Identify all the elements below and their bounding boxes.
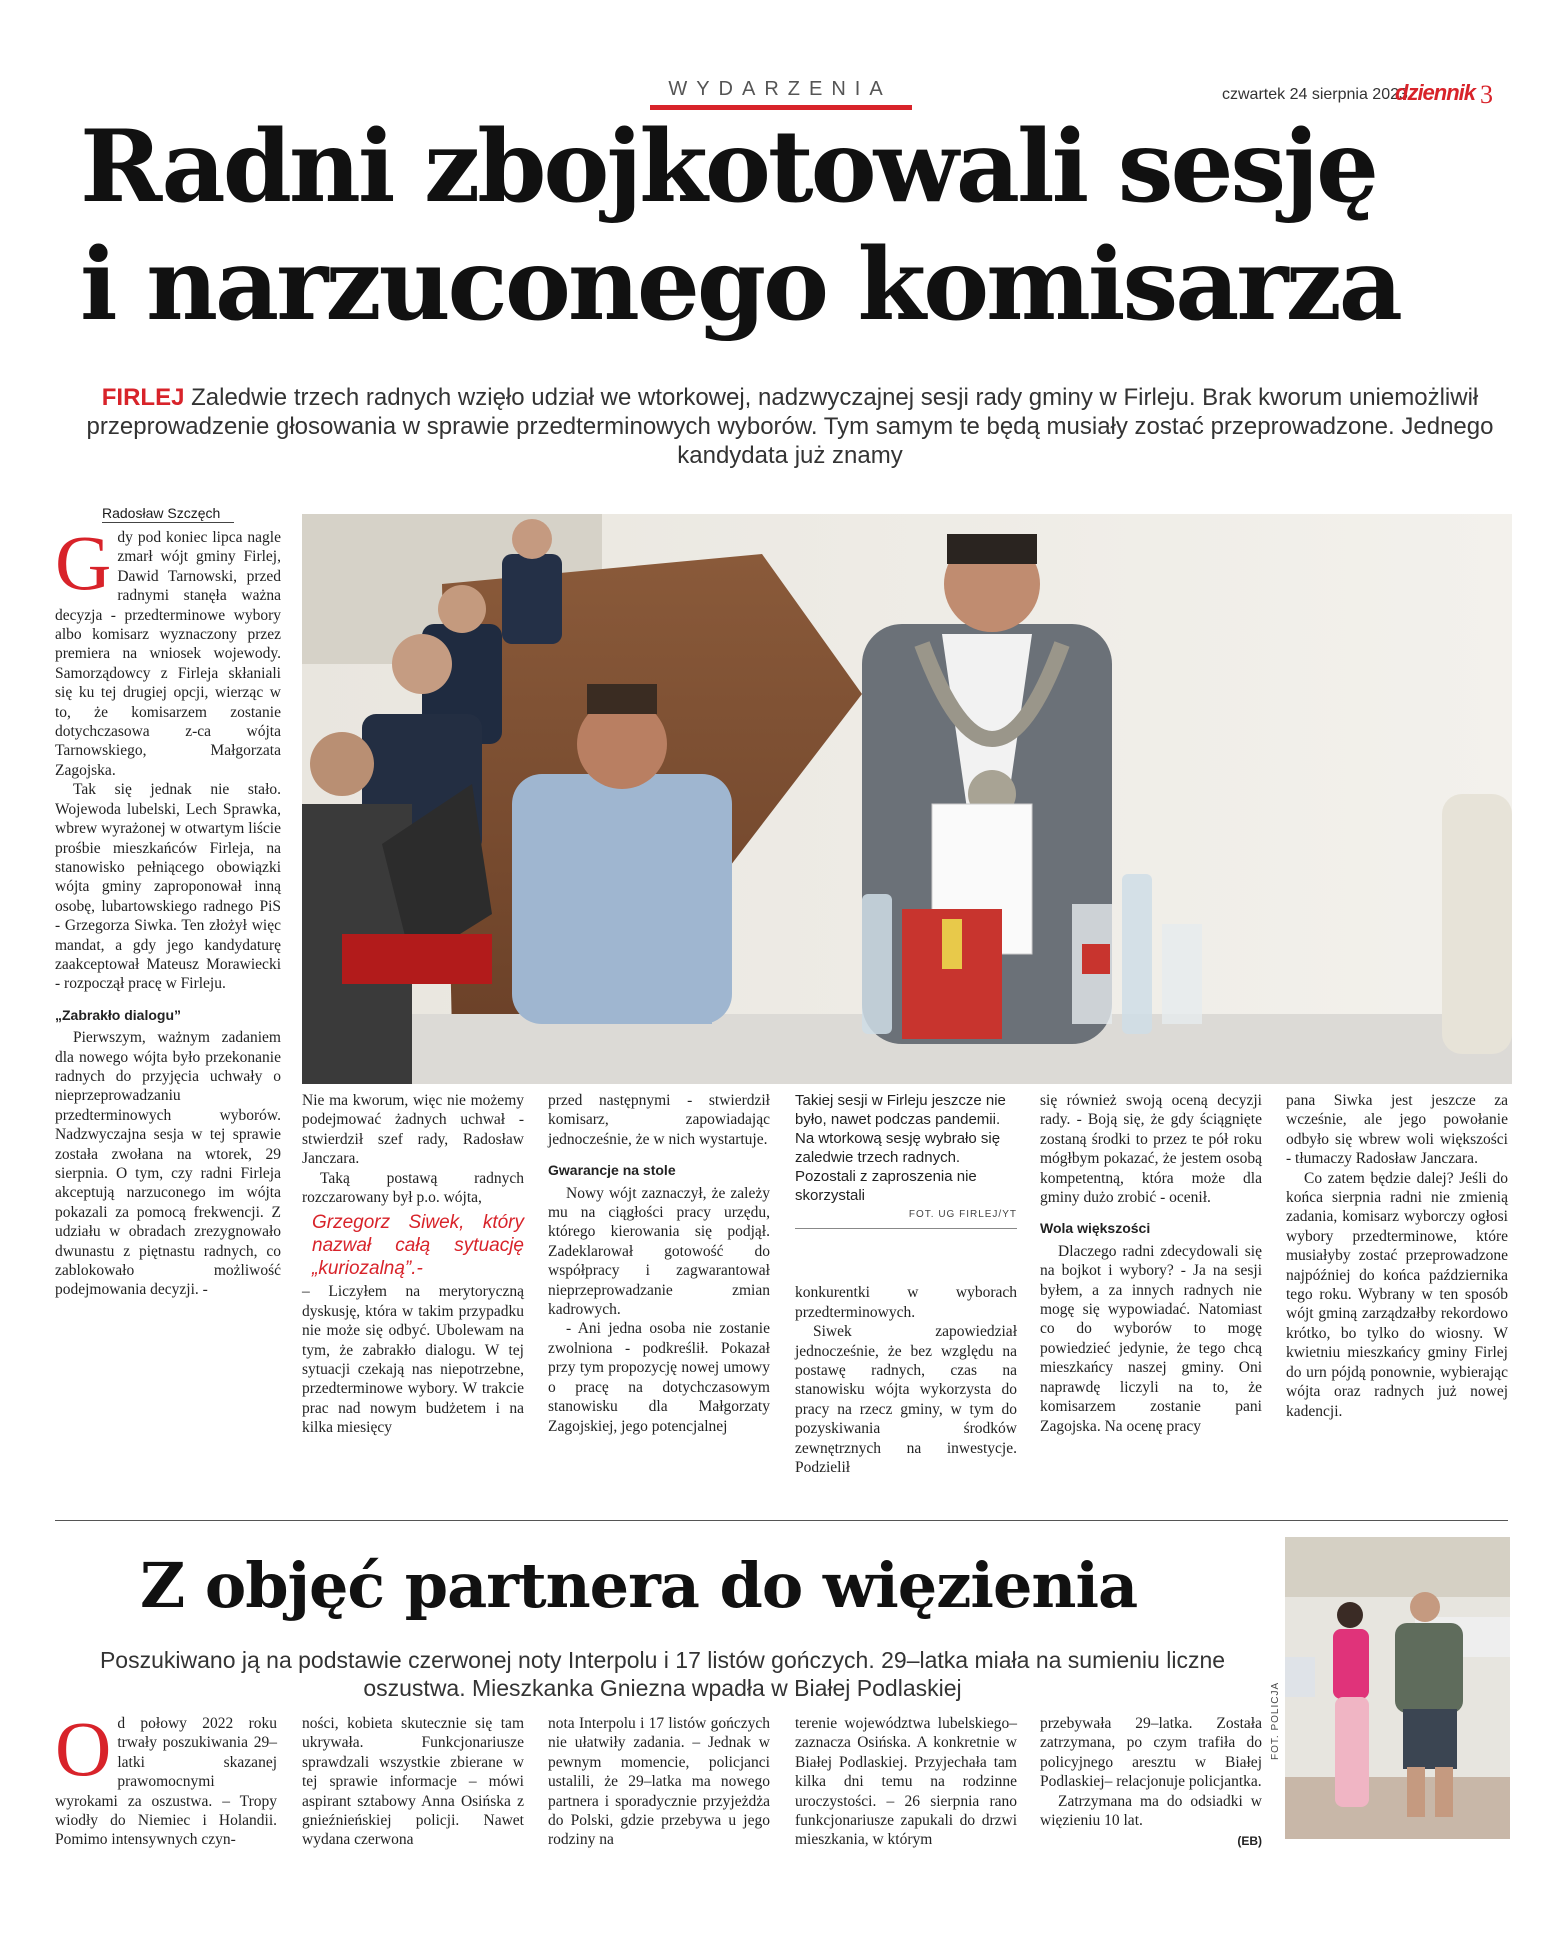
photo-caption: Takiej sesji w Firleju jeszcze nie było, nawet podczas pandemii. Na wtorkową sesję wybrało się zaledwie trzech radnych. Pozostali z zaproszenia nie skorzystali [795,1092,1006,1204]
col6-para-2: Co zatem będzie dalej? Jeśli do końca sierpnia radni nie zmienią zadania, komisarz wyborczy ogłosi wybory przedterminowe, które musiałyby zostać przeprowadzone najpóźniej do końca października tego roku. Wybrany w ten sposób wójt gminą zarządzałby rekordowo krótko, bo tylko do wiosny. W kwietniu mieszkańcy gminy Firlej do urn pójdą ponownie, wybierając wójta oraz radnych już nowej kadencji. [1286,1169,1508,1420]
col4-para-1: konkurentki w wyborach przedterminowych. [795,1284,1017,1321]
col3-subheading: Gwarancje na stole [548,1162,676,1179]
col5-subheading: Wola większości [1040,1220,1151,1237]
dropcap-2: O [55,1705,112,1792]
col1-subheading: „Zabrakło dialogu” [55,1006,182,1023]
col1-para-1: Gdy pod koniec lipca nagle zmarł wójt gminy Firlej, Dawid Tarnowski, przed radnymi stanęła ważna decyzja - przedterminowe wybory albo komisarz wyznaczony przez premiera na wniosek wojewody. Samorządowcy z Firleja skłaniali się ku tej drugiej opcji, wierząc w to, że komisarzem zostanie dotychczasowa z-ca wójta Tarnowskiego, Małgorzata Zagojska. [55,519,281,779]
col4-para-2: Siwek zapowiedział jednocześnie, że bez względu na postawę radnych, czas na stanowisku wójta wykorzysta do pracy na rzecz gminy, w tym do pozyskiwania środków zewnętrznych na inwestycje. Podzielił [795,1323,1017,1477]
a2-col5-para-1: przebywała 29–latka. Została zatrzymana, po czym trafiła do policyjnego aresztu w Białej Podlaskiej– relacjonuje policjantka. [1040,1715,1262,1791]
col5-para-1: się również swoją oceną decyzji rady. - Boją się, że gdy ściągnięte zostaną środki to przez te pół roku mógłbym pokazać, że jestem osobą kompetentną, która może dla gminy dużo zrobić - ocenił. [1040,1092,1262,1207]
col2-para-1: Nie ma kworum, więc nie możemy podejmować żadnych uchwał - stwierdził szef rady, Radosław Janczara. [302,1092,524,1168]
pull-quote: ” Grzegorz Siwek, który nazwał całą sytuację „kuriozalną”.- [296,1196,524,1281]
session-photo [302,514,1512,1084]
article2-headline: Z objęć partnera do więzienia [140,1549,1138,1622]
page-number: 3 [1480,80,1493,109]
photo-credit: FOT. UG FIRLEJ/YT [795,1205,1017,1229]
article1-column-1 [55,519,281,1300]
article2-column-5 [1040,1714,1262,1852]
article1-lead [80,383,1500,470]
headline-line1: Radni zbojkotowali sesję [80,109,1376,225]
headline-line2: i narzuconego komisarza [80,227,1400,343]
article1-column-4 [795,1091,1017,1477]
col1-para-3: Pierwszym, ważnym zadaniem dla nowego wójta było przekonanie radnych do przyjęcia uchwały o nieprzeprowadzaniu przedterminowych wyborów. Nadzwyczajna sesja w tej sprawie została zwołana na wtorek, 29 sierpnia. O tym, czy radni Firleja akceptują narzuconego im wójta pokazali za pomocą frekwencji. Z udziału w obradach zrezygnowało dwunastu z piętnastu radnych, co zablokowało możliwość podejmowania decyzji. - [55,1029,281,1299]
col6-para-1: pana Siwka jest jeszcze za wcześnie, ale jego powołanie odbyło się wbrew woli większości - tłumaczy Radosław Janczara. [1286,1092,1508,1168]
article1-column-2 [296,1091,524,1438]
article2-column-2 [302,1714,524,1850]
article1-column-3 [548,1091,770,1436]
article-divider [55,1520,1508,1521]
col2-para-2: Taką postawą radnych rozczarowany był p.o. wójta, [302,1169,524,1207]
author-signoff: (EB) [1237,1834,1262,1849]
session-photo-illustration [302,514,1512,1084]
section-label: WYDARZENIA [650,78,910,110]
article2-column-1 [55,1705,277,1850]
col3-para-2: Nowy wójt zaznaczył, że zależy mu na ciągłości pracy urzędu, którego kierowania się podjął. Zadeklarował gotowość do współpracy i zagwarantował nieprzeprowadzanie zmian kadrowych. [548,1184,770,1319]
article1-author: Radosław Szczęch [102,505,234,523]
article1-column-6 [1286,1091,1508,1421]
a2-col1-para: Od połowy 2022 roku trwały poszukiwania 29–latki skazanej prawomocnymi wyrokami za oszustwa. – Tropy wiodły do Niemiec i Holandii. Pomimo intensywnych czyn- [55,1705,277,1849]
arrest-photo-credit: FOT. POLICJA [1270,1681,1281,1760]
quote-mark-icon: ” [296,1196,339,1281]
dropcap: G [55,519,112,606]
a2-col3-para: nota Interpolu i 17 listów gończych nie ułatwiły zadania. – Jednak w pewnym momencie, policjanci ustalili, że 29–latka ma nowego partnera i sporadycznie przyjeżdża do Polski, gdzie przebywa u jego rodziny na [548,1715,770,1849]
a2-col4-para: terenie województwa lubelskiego– zaznacza Osińska. A konkretnie w Białej Podlaskiej. Przyjechała tam kilka dni temu na rodzinne uroczystości. – 26 sierpnia rano funkcjonariusze zapukali do drzwi mieszkania, w którym [795,1715,1017,1849]
col2-para-3: – Liczyłem na merytoryczną dyskusję, która w takim przypadku nie może się odbyć. Ubolewam na tym, że zabrakło dialogu. W tej sytuacji czekają nas niepotrzebne, przedterminowe wybory. W trakcie prac nad nowym budżetem i na kilka miesięcy [302,1283,524,1437]
a2-col2-para: ności, kobieta skutecznie się tam ukrywała. Funkcjonariusze sprawdzali wszystkie zbierane w tej sprawie informacje – mówi aspirant sztabowy Anna Osińska z gnieźnieńskiej policji. Nawet wydana czerwona [302,1715,524,1849]
col1-para-2: Tak się jednak nie stało. Wojewoda lubelski, Lech Sprawka, wbrew wyrażonej w otwartym liście prośbie mieszkańców Firleja, na stanowisko pełniącego obowiązki wójta gminy zaproponował inną osobę, lubartowskiego radnego PiS - Grzegorza Siwka. Ten złożył więc mandat, a gdy jego kandydaturę zaakceptował Mateusz Morawiecki - rozpoczął pracę w Firleju. [55,781,281,993]
arrest-photo [1285,1537,1510,1839]
issue-date: czwartek 24 sierpnia 2023 [1222,86,1408,103]
col5-para-2: Dlaczego radni zdecydowali się na bojkot i wybory? - Ja na sesji byłem, a za innych radnych nie mogę się wypowiadać. Natomiast co do wyborów to mogę powiedzieć jedynie, że tego chcą mieszkańcy naszej gminy. Oni naprawdę liczyli na to, że komisarzem zostanie pani Zagojska. Na ocenę pracy [1040,1242,1262,1435]
lead-place: FIRLEJ [101,384,185,411]
arrest-photo-illustration [1285,1537,1510,1839]
col3-para-3: - Ani jedna osoba nie zostanie zwolniona - podkreślił. Pokazał przy tym propozycję nowej umowy o pracę na dotychczasowym stanowisku dla Małgorzaty Zagojskiej, jego potencjalnej [548,1320,770,1435]
article2-lead: Poszukiwano ją na podstawie czerwonej noty Interpolu i 17 listów gończych. 29–latka miała na sumieniu liczne oszustwa. Mieszkanka Gniezna wpadła w Białej Podlaskiej [99,1647,1226,1701]
article1-headline [80,108,1500,344]
col3-para-1: przed następnymi - stwierdził komisarz, zapowiadając jednocześnie, że w nich wystartuje. [548,1092,770,1148]
lead-text: Zaledwie trzech radnych wzięło udział we wtorkowej, nadzwyczajnej sesji rady gminy w Firleju. Brak kworum uniemożliwił przeprowadzenie głosowania w sprawie przedterminowych wyborów. Tym samym te będą musiały zostać przeprowadzone. Jednego kandydata już znamy [86,384,1494,469]
a2-col5-para-2: Zatrzymana ma do odsiadki w więzieniu 10 lat. [1040,1792,1262,1830]
article2-column-4 [795,1714,1017,1850]
article2-column-3 [548,1714,770,1850]
newspaper-logo: dziennik [1395,80,1476,105]
article1-column-5 [1040,1091,1262,1436]
